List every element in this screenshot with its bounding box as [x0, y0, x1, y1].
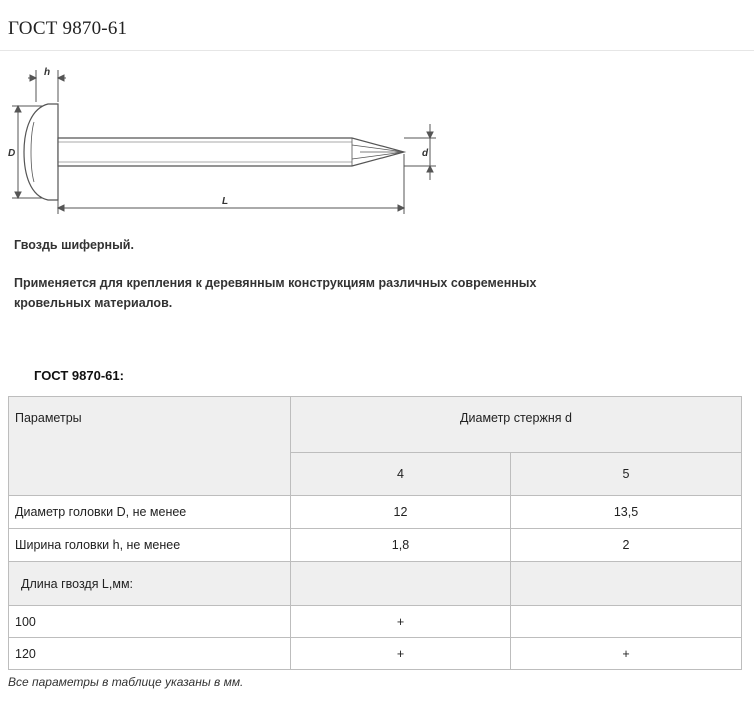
nail-diagram	[0, 62, 460, 222]
title-divider	[0, 50, 754, 51]
table-header-row	[9, 397, 742, 453]
table-row	[9, 529, 742, 562]
page-title: ГОСТ 9870-61	[8, 18, 128, 39]
subheader-cell: 5	[511, 453, 742, 496]
nail-shank	[58, 138, 404, 166]
length-label: 120	[9, 638, 291, 670]
length-section-blank	[291, 562, 511, 606]
label-D: D	[8, 148, 16, 159]
label-h: h	[44, 67, 51, 78]
length-label: 100	[9, 606, 291, 638]
spec-table	[8, 396, 742, 670]
nail-description: Применяется для крепления к деревянным конструкциям различных современных кровельных материалов.	[14, 276, 537, 310]
diameter-header-cell	[291, 397, 742, 453]
row-value: 1,8	[291, 529, 511, 562]
row-value: 12	[291, 496, 511, 529]
label-d: d	[422, 148, 429, 159]
length-mark: +	[291, 606, 511, 638]
subheader-cell: 4	[291, 453, 511, 496]
param-header: Параметры	[15, 411, 82, 425]
footnote: Все параметры в таблице указаны в мм.	[8, 675, 244, 689]
label-L: L	[222, 196, 229, 207]
row-value: 2	[511, 529, 742, 562]
table-row	[9, 638, 742, 670]
diameter-header: Диаметр стержня d	[460, 411, 572, 425]
nail-head	[24, 104, 58, 200]
row-label: Ширина головки h, не менее	[9, 529, 291, 562]
length-mark: +	[291, 638, 511, 670]
length-section-blank	[511, 562, 742, 606]
length-mark	[511, 606, 742, 638]
table-caption: ГОСТ 9870-61:	[34, 368, 124, 383]
param-header-cell	[9, 397, 291, 496]
table-row	[9, 606, 742, 638]
nail-name: Гвоздь шиферный.	[14, 238, 134, 252]
dimension-d	[404, 124, 436, 180]
row-value: 13,5	[511, 496, 742, 529]
length-section-row	[9, 562, 742, 606]
length-section-label: Длина гвоздя L,мм:	[9, 562, 291, 606]
length-mark: +	[511, 638, 742, 670]
table-row	[9, 496, 742, 529]
row-label: Диаметр головки D, не менее	[9, 496, 291, 529]
